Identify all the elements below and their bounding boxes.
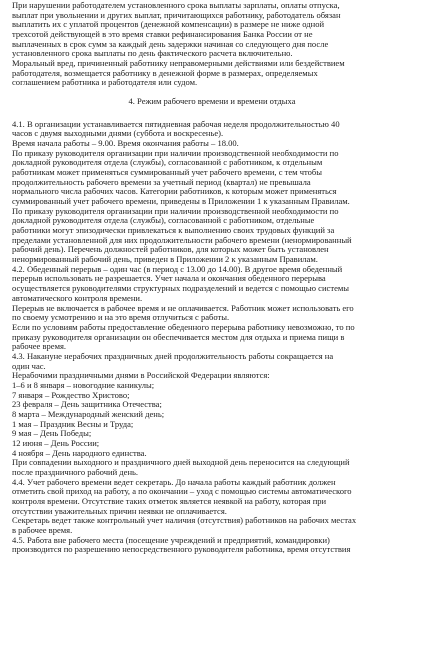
text-line: 7 января – Рождество Христово;	[12, 389, 130, 400]
text-line: 4.1. В организации устанавливается пятидневная рабочая неделя продолжительностью 40	[12, 118, 340, 129]
text-line: автоматического контроля времени.	[12, 292, 143, 303]
text-line: приказу руководителя организации он обеспечивается местом для отдыха и приема пищи в	[12, 331, 345, 342]
text-line: 4.2. Обеденный перерыв – один час (в период с 13.00 до 14.00). В другое время обеденный	[12, 263, 343, 274]
text-line: выплатить их с уплатой процентов (денежной компенсации) в размере не ниже одной	[12, 19, 325, 30]
text-line: 1 мая – Праздник Весны и Труда;	[12, 418, 134, 429]
text-line: работникам может применяться суммированный учет рабочего времени, с тем чтобы	[12, 167, 322, 178]
text-line: 23 февраля – День защитника Отечества;	[12, 399, 162, 410]
text-line: По приказу руководителя организации при наличии производственной необходимости по	[12, 147, 339, 158]
text-line: отметить свой приход на работу, а по окончании – уход с помощью системы автоматического	[12, 486, 352, 497]
text-line: рабочее время.	[12, 341, 67, 352]
text-line: пределами установленной для них продолжительности рабочего времени (ненормированный	[12, 234, 352, 245]
text-line: 4 ноября – День народного единства.	[12, 447, 147, 458]
text-line: перерыв использовать не разрешается. Учет начала и окончания обеденного перерыва	[12, 273, 326, 284]
text-line: 4.3. Накануне нерабочих праздничных дней продолжительность работы сокращается на	[12, 350, 334, 361]
text-line: трехсотой действующей в это время ставки рефинансирования Банка России от не	[12, 29, 313, 40]
text-line: продолжительность рабочего времени за учетный период (квартал) не превышала	[12, 176, 311, 187]
text-line: 4.4. Учет рабочего времени ведет секретарь. До начала работы каждый работник должен	[12, 476, 336, 487]
text-line: При нарушении работодателем установленного срока выплаты зарплаты, оплаты отпуска,	[12, 0, 340, 10]
text-line: По приказу руководителя организации при наличии производственной необходимости по	[12, 205, 339, 216]
text-line: суммированный учет рабочего времени, приведены в Приложении 1 к указанным Правилам.	[12, 196, 350, 207]
text-line: по своему усмотрению и на это время отлучиться с работы.	[12, 312, 230, 323]
text-line: нормального числа рабочих часов. Категории работников, к которым может применяться	[12, 186, 337, 197]
text-line: Если по условиям работы предоставление обеденного перерыва работнику невозможно, то по	[12, 321, 355, 332]
text-line: часов с двумя выходными днями (суббота и воскресенье).	[12, 128, 224, 139]
text-line: работники могут эпизодически привлекаться к выполнению своих трудовых функций за	[12, 225, 335, 236]
text-line: ненормированный рабочий день, приведен в Приложении 2 к указанным Правилам.	[12, 254, 318, 265]
text-line: производится по разрешению непосредственного руководителя работника, время отсутствия	[12, 544, 351, 555]
text-line: работодателя, возмещается работнику в денежной форме в размерах, определяемых	[12, 67, 318, 78]
text-line: Моральный вред, причиненный работнику неправомерными действиями или бездействием	[12, 58, 345, 69]
text-line: 1–6 и 8 января – новогодние каникулы;	[12, 379, 155, 390]
text-line: 8 марта – Международный женский день;	[12, 408, 165, 419]
text-line: один час.	[12, 360, 46, 371]
text-line: 4.5. Работа вне рабочего места (посещение учреждений и предприятий, командировки)	[12, 534, 330, 545]
text-line: контроля времени. Отсутствие таких отметок является неявкой на работу, которая при	[12, 495, 327, 506]
text-line: выплаченных в срок сумм за каждый день задержки начиная со следующего дня после	[12, 38, 329, 49]
intro-paragraph	[12, 1, 412, 88]
text-line: после праздничного рабочий день.	[12, 466, 139, 477]
text-line: Перерыв не включается в рабочее время и не оплачивается. Работник может использовать его	[12, 302, 354, 313]
text-line: 9 мая – День Победы;	[12, 428, 92, 439]
text-line: отсутствии уважительных причин неявки не оплачивается.	[12, 505, 227, 516]
text-line: осуществляется руководителями структурных подразделений и ведется с помощью системы	[12, 283, 350, 294]
text-line: установленного срока выплаты по день фактического расчета включительно.	[12, 48, 293, 59]
section-title: 4. Режим рабочего времени и времени отдыха	[128, 96, 296, 107]
text-line: соглашением работника и работодателя или судом.	[12, 77, 198, 88]
text-line: в рабочее время.	[12, 524, 73, 535]
text-line: Нерабочими праздничными днями в Российской Федерации являются:	[12, 370, 270, 381]
text-line: При совпадении выходного и праздничного дней выходной день переносится на следующий	[12, 457, 350, 468]
text-line: Время начала работы – 9.00. Время окончания работы – 18.00.	[12, 138, 239, 149]
text-line: докладной руководителя отдела (службы), согласованной с работником, к отдельным	[12, 157, 323, 168]
text-line: докладной руководителя отдела (службы), согласованной с работником, отдельные	[12, 215, 315, 226]
text-line: рабочий день). Перечень должностей работников, для которых может быть установлен	[12, 244, 329, 255]
text-line: выплат при увольнении и других выплат, причитающихся работнику, работодатель обязан	[12, 9, 341, 20]
text-line: 12 июня – День России;	[12, 437, 100, 448]
text-line: Секретарь ведет также контрольный учет наличия (отсутствия) работников на рабочих местах	[12, 515, 357, 526]
section-body	[12, 120, 412, 555]
